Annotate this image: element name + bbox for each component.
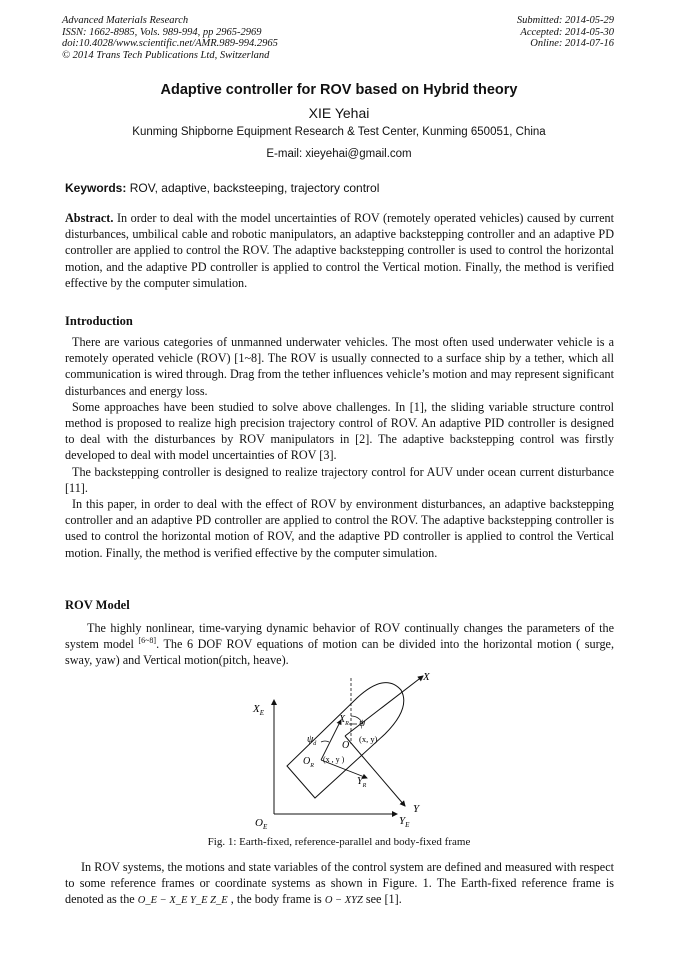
rov-model-heading: ROV Model: [65, 598, 130, 612]
label-o: O: [342, 740, 350, 751]
label-x: X: [423, 671, 430, 683]
body-y-axis: [345, 736, 405, 806]
abstract: [65, 210, 614, 291]
label-ye: $Y_E$: [399, 815, 410, 829]
intro-paragraph: There are various categories of unmanned underwater vehicles. The most often used underwater vehicle is a remotely operated vehicle (ROV) [1~8]. The ROV is usually connected to a surface ship by a tether, which all communication is wired through. Drag from the tether influences vehicle’s motion and may represent significant disturbances and energy loss.: [65, 335, 614, 398]
keywords: [65, 181, 379, 195]
label-xdyd: (x , y ): [323, 755, 345, 764]
journal-info: [62, 15, 278, 61]
psi-d-arc: [321, 741, 329, 742]
intro-paragraph: The backstepping controller is designed to realize trajectory control for AUV under ocean current disturbance [11].: [65, 464, 614, 495]
label-xy: (x, y): [359, 734, 378, 744]
label-psi-d: $\psi_d$: [307, 734, 317, 747]
rov-text-a: The highly nonlinear, time-varying dynamic behavior of ROV continually changes the parameters of the system model: [65, 621, 614, 652]
affiliation: Kunming Shipborne Equipment Research & Test Center, Kunming 650051, China: [132, 126, 546, 138]
publication-dates: [517, 15, 614, 50]
earth-frame-math: O_E − X_E Y_E Z_E: [137, 895, 228, 907]
closing-text-2: , the body frame is: [227, 892, 325, 907]
closing-text-3: see [1].: [362, 892, 402, 907]
rov-text-b: . The 6 DOF ROV equations of motion can be divided into the horizontal motion ( surge, sway, yaw) and Vertical motion(pitch, heave).: [65, 637, 615, 668]
figure-caption: Fig. 1: Earth-fixed, reference-parallel and body-fixed frame: [207, 836, 471, 848]
body-x-axis: [345, 676, 423, 736]
introduction-heading: Introduction: [65, 314, 133, 328]
submitted-date: Submitted: 2014-05-29: [516, 15, 614, 26]
journal-copyright: © 2014 Trans Tech Publications Ltd, Switzerland: [62, 49, 270, 61]
closing-text: [65, 859, 614, 910]
label-xe: $X_E$: [253, 703, 265, 717]
abstract-label: Abstract.: [65, 211, 114, 225]
intro-paragraph: In this paper, in order to deal with the effect of ROV by environment disturbances, an adaptive backstepping controller and an adaptive PD controller are applied to control the ROV. The adaptive backstepping controller is used to control the horizontal motion of ROV, and the adaptive PD controller is applied to control the Vertical motion. Finally, the method is verified effective by the computer simulation.: [65, 497, 614, 560]
keywords-text: ROV, adaptive, backsteeping, trajectory control: [126, 181, 380, 195]
online-date: Online: 2014-07-16: [530, 38, 614, 49]
introduction-body: [65, 334, 614, 561]
label-yr: $Y_R$: [357, 776, 367, 789]
label-oe: $O_E$: [255, 817, 268, 831]
paper-title: Adaptive controller for ROV based on Hybrid theory: [160, 82, 518, 98]
intro-paragraph: Some approaches have been studied to solve above challenges. In [1], the sliding variable structure control method is proposed to realize high precision trajectory control of ROV. An adaptive PID controller is designed to deal with the disturbances by ROV manipulators in [2]. The adaptive backstepping control was firstly developed to deal with model uncertainties of ROV [3].: [65, 399, 614, 463]
label-y: Y: [413, 803, 420, 815]
coordinate-frames-figure: [245, 666, 445, 836]
author-email: E-mail: xieyehai@gmail.com: [266, 148, 412, 160]
rov-paragraph: [65, 620, 614, 669]
label-xr: $X_R$: [339, 714, 349, 727]
reference-x-axis: [321, 720, 341, 760]
journal-name: Advanced Materials Research: [62, 15, 189, 26]
label-psi: ψ: [359, 718, 366, 729]
abstract-text: In order to deal with the model uncertainties of ROV (remotely operated vehicles) caused by current disturbances, umbilical cable and robotic manipulators, an adaptive backstepping controller and an adaptive PD controller are applied to control the ROV. The adaptive backstepping controller is used to control the horizontal motion, and the adaptive PD controller is applied to control the Vertical motion. Finally, the method is verified effective by the computer simulation.: [65, 211, 614, 290]
rov-model-body: [65, 620, 614, 669]
body-frame-math: O − XYZ: [324, 895, 363, 907]
accepted-date: Accepted: 2014-05-30: [520, 26, 614, 38]
journal-issn: ISSN: 1662-8985, Vols. 989-994, pp 2965-2969: [62, 26, 262, 38]
journal-doi: doi:10.4028/www.scientific.net/AMR.989-994.2965: [62, 38, 278, 49]
closing-text-1: In ROV systems, the motions and state variables of the control system are defined and measured with respect to some reference frames or coordinate systems as shown in Figure. 1. The Earth-fixed reference frame is denoted as the: [65, 860, 614, 907]
label-or: $O_R$: [303, 756, 314, 769]
keywords-label: Keywords:: [65, 181, 127, 195]
closing-paragraph: [65, 859, 614, 910]
citation-sup: [6~8]: [138, 636, 157, 646]
author-name: XIE Yehai: [308, 105, 370, 121]
